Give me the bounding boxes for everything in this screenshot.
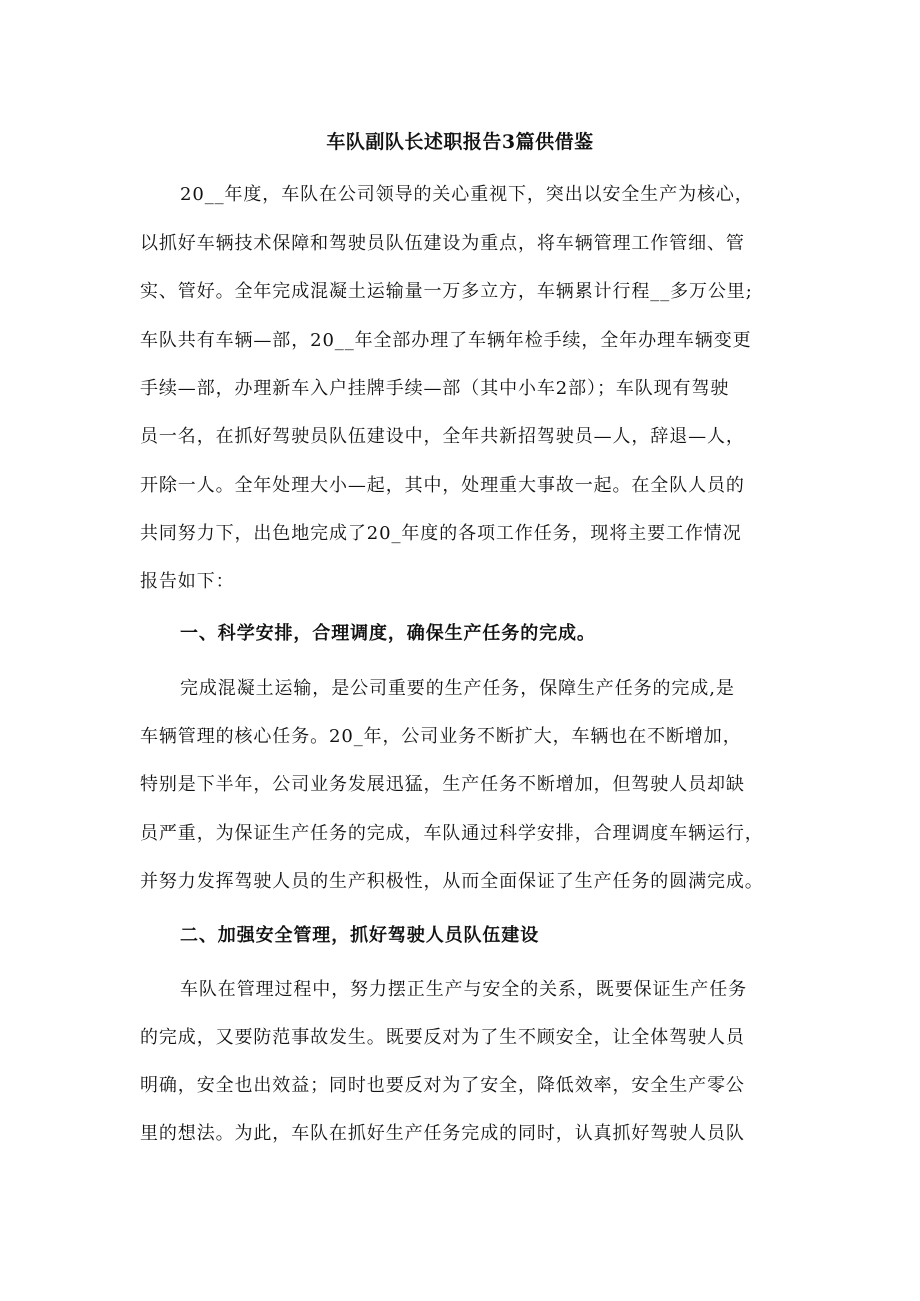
paragraph-line: 里的想法。为此，车队在抓好生产任务完成的同时，认真抓好驾驶人员队	[140, 1123, 745, 1144]
paragraph-line: 以抓好车辆技术保障和驾驶员队伍建设为重点，将车辆管理工作管细、管	[140, 233, 745, 254]
paragraph-line: 车辆管理的核心任务。20_年，公司业务不断扩大，车辆也在不断增加，	[140, 726, 742, 747]
paragraph-line: 报告如下：	[140, 571, 235, 592]
paragraph-line: 20__年度，车队在公司领导的关心重视下，突出以安全生产为核心，	[180, 184, 754, 205]
section-heading: 一、科学安排，合理调度，确保生产任务的完成。	[180, 623, 596, 644]
document-title: 车队副队长述职报告3篇供借鉴	[326, 131, 594, 153]
paragraph-line: 手续—部，办理新车入户挂牌手续—部（其中小车2部）；车队现有驾驶	[140, 378, 730, 399]
paragraph-line: 并努力发挥驾驶人员的生产积极性，从而全面保证了生产任务的圆满完成。	[140, 871, 764, 892]
paragraph-line: 员严重，为保证生产任务的完成，车队通过科学安排，合理调度车辆运行，	[140, 823, 764, 844]
paragraph-line: 特别是下半年，公司业务发展迅猛，生产任务不断增加，但驾驶人员却缺	[140, 774, 745, 795]
paragraph-line: 实、管好。全年完成混凝土运输量一万多立方，车辆累计行程__多万公里;	[140, 281, 753, 302]
paragraph-line: 明确，安全也出效益；同时也要反对为了安全，降低效率，安全生产零公	[140, 1075, 745, 1096]
paragraph-line: 的完成，又要防范事故发生。既要反对为了生不顾安全，让全体驾驶人员	[140, 1027, 745, 1048]
paragraph-line: 车队在管理过程中，努力摆正生产与安全的关系，既要保证生产任务	[180, 979, 747, 1000]
paragraph-line: 员一名，在抓好驾驶员队伍建设中，全年共新招驾驶员—人，辞退—人，	[140, 426, 745, 447]
paragraph-line: 车队共有车辆—部，20__年全部办理了车辆年检手续，全年办理车辆变更	[140, 330, 752, 351]
paragraph-line: 共同努力下，出色地完成了20_年度的各项工作任务，现将主要工作情况	[140, 523, 742, 544]
paragraph-line: 开除一人。全年处理大小—起，其中，处理重大事故一起。在全队人员的	[140, 475, 745, 496]
section-heading: 二、加强安全管理，抓好驾驶人员队伍建设	[180, 925, 540, 946]
paragraph-line: 完成混凝土运输，是公司重要的生产任务，保障生产任务的完成,是	[180, 678, 735, 699]
